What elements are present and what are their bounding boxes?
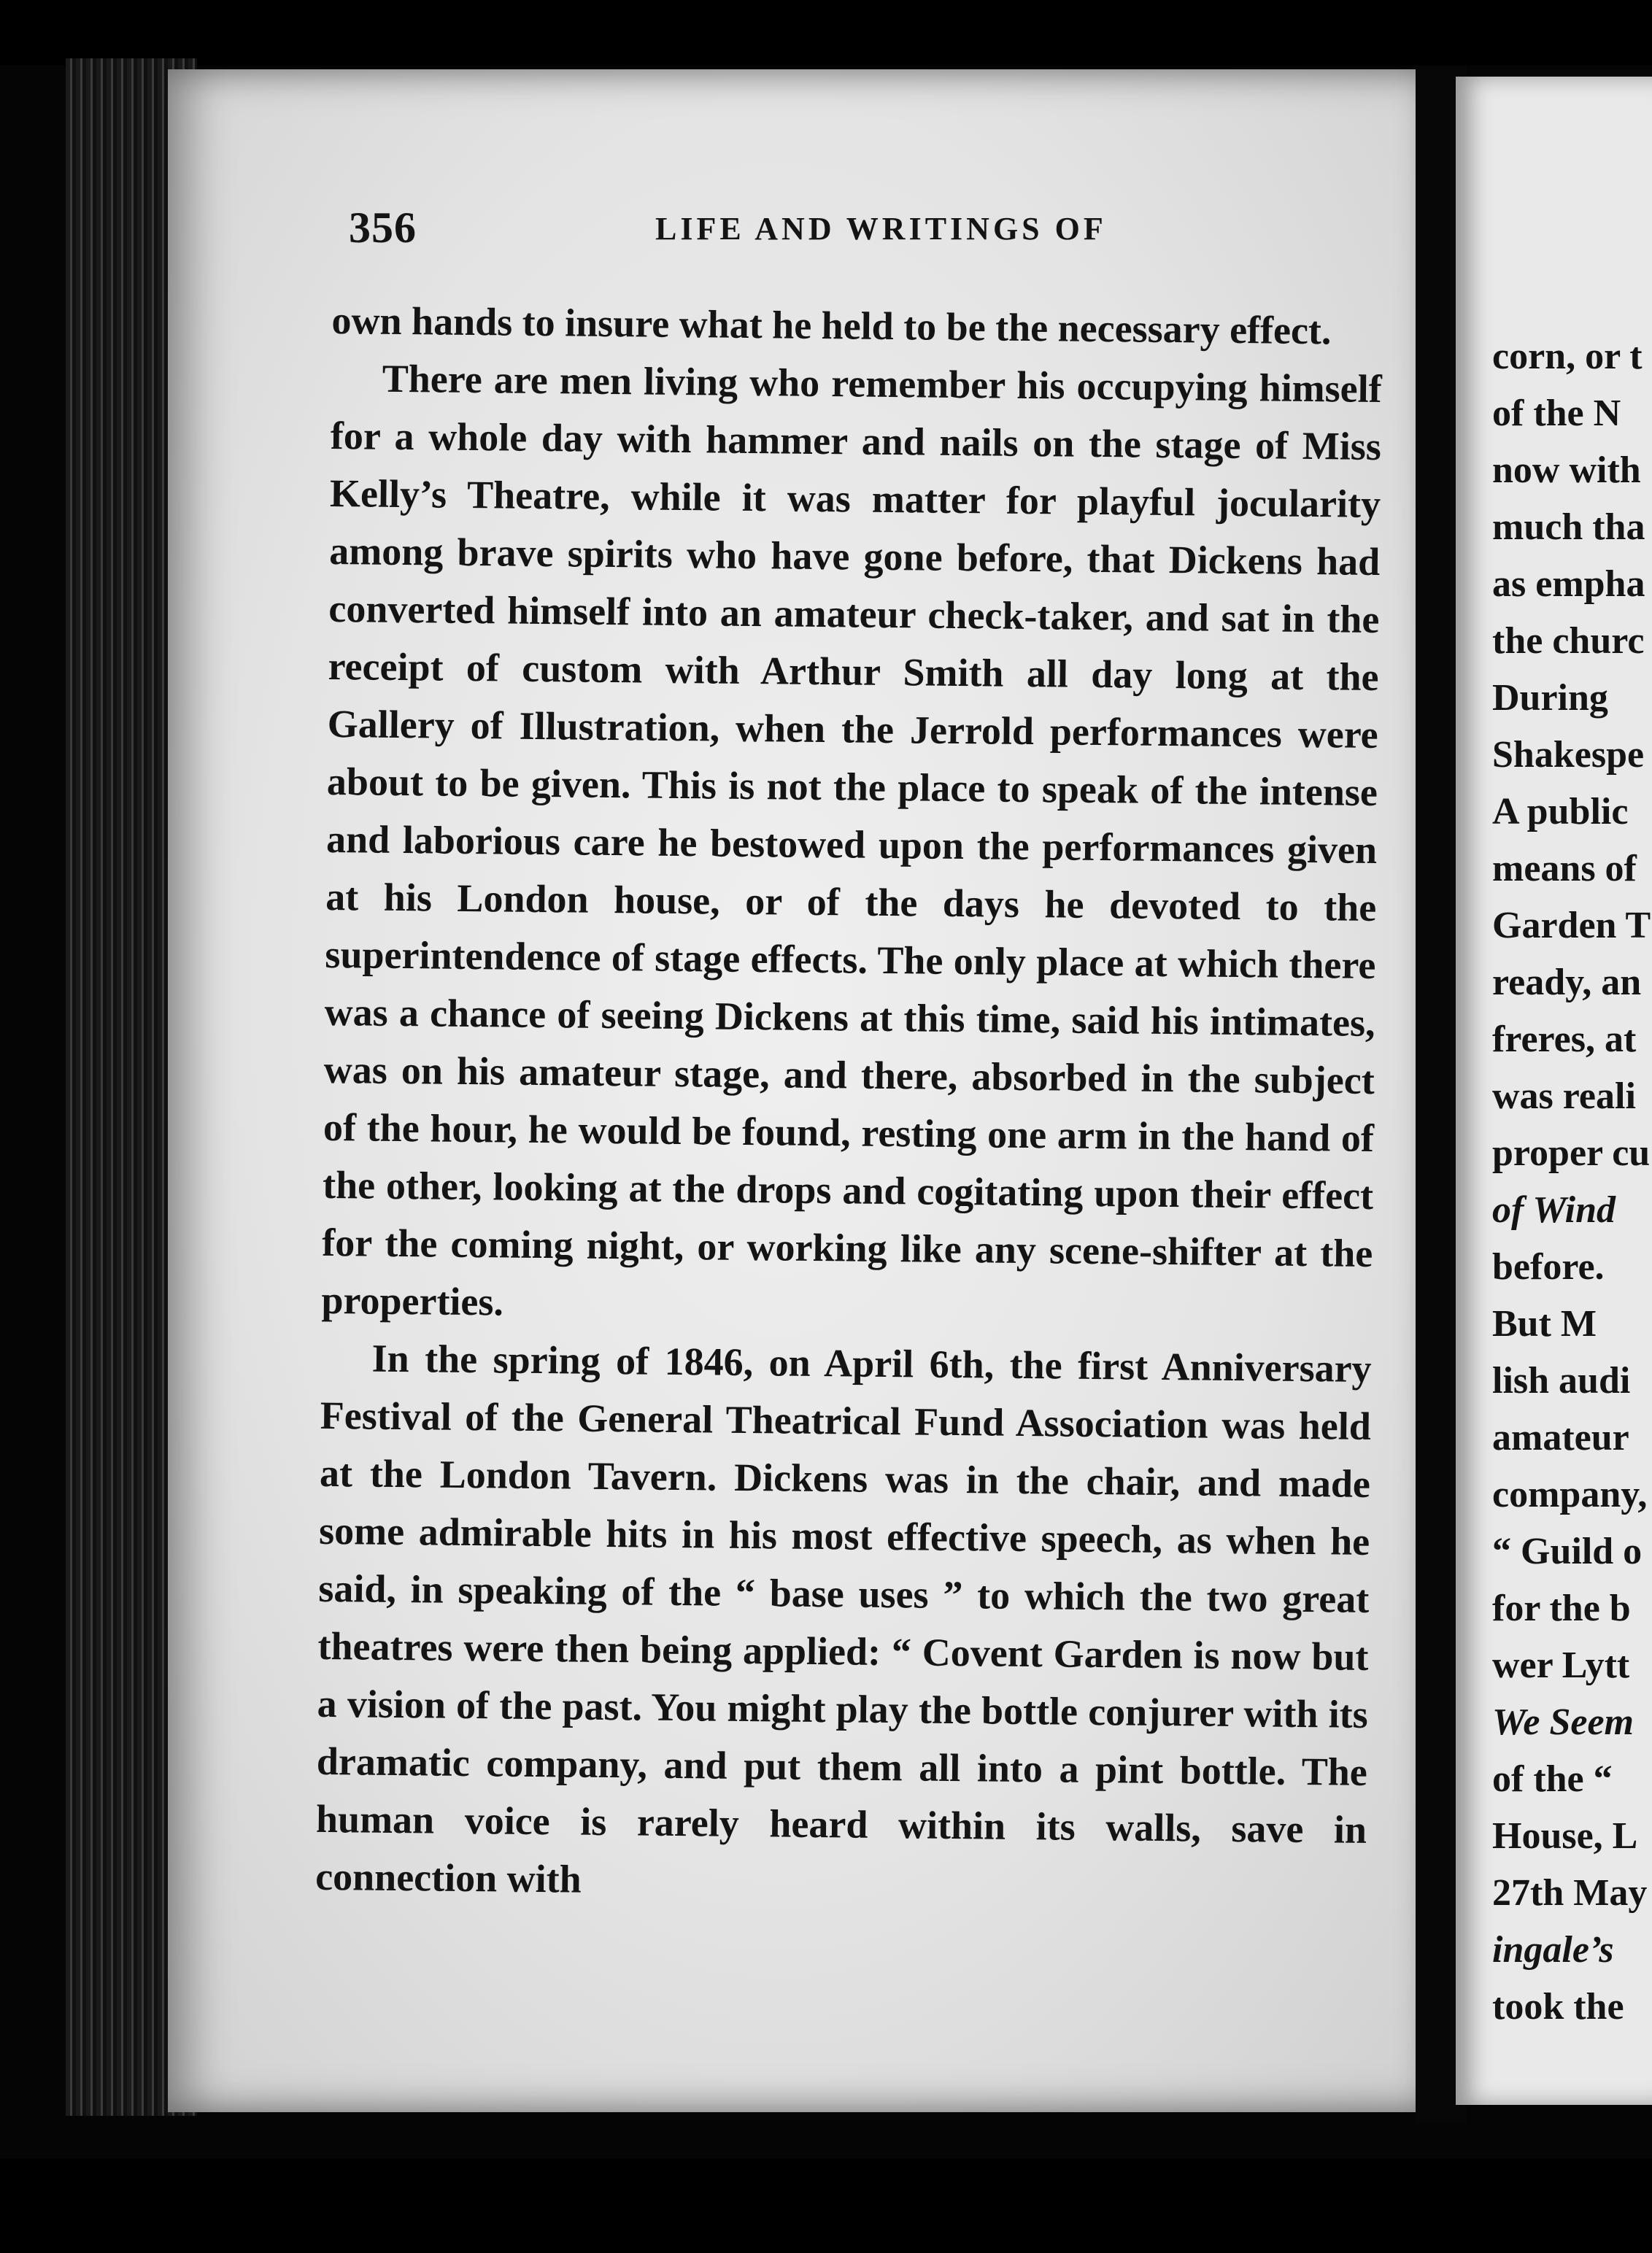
facing-page-line: “ Guild o (1492, 1531, 1643, 1572)
facing-page-line: freres, at (1492, 1019, 1637, 1060)
facing-page-line: corn, or t (1492, 336, 1643, 377)
facing-page-line: House, L (1492, 1815, 1638, 1857)
facing-page-line: of the “ (1492, 1758, 1613, 1800)
running-title: LIFE AND WRITINGS OF (655, 211, 1107, 247)
running-head (349, 203, 1385, 261)
facing-page-line: of the N (1492, 393, 1621, 434)
facing-page (1456, 77, 1652, 2105)
facing-page-line: took the (1492, 1986, 1624, 2028)
facing-page-line: proper cu (1492, 1132, 1651, 1174)
scan-top-border (0, 0, 1652, 66)
facing-page-line: But M (1492, 1303, 1597, 1345)
facing-page-line: ingale’s (1492, 1929, 1614, 1971)
facing-page-line: A public (1492, 791, 1629, 832)
paragraph-stage-work: There are men living who remember his occupying himself for a whole day with hammer and nails on the stage of Miss Kelly’s Theatre, while it was matter for playful jocularity among brave spirits who have gone before, that Dickens had converted himself into an amateur check-taker, and sat in the receipt of custom with Arthur Smith all day long at the Gallery of Illustration, when the Jerrold performances were about to be given. This is not the place to speak of the intense and laborious care he bestowed upon the performances given at his London house, or of the days he devoted to the superintendence of stage effects. The only place at which there was a chance of seeing Dickens at this time, said his intimates, was on his amateur stage, and there, absorbed in the subject of the hour, he would be found, resting one arm in the hand of the other, looking at the drops and cogitating upon their effect for the coming night, or working like any scene-shifter at the properties. (321, 356, 1382, 1324)
facing-page-line: During (1492, 677, 1608, 719)
facing-page-line: the churc (1492, 620, 1645, 662)
facing-page-line: as empha (1492, 563, 1645, 605)
facing-page-line: 27th May (1492, 1872, 1648, 1914)
facing-page-line: amateur (1492, 1417, 1629, 1458)
paragraph-continuation: own hands to insure what he held to be the necessary effect. (331, 298, 1332, 353)
facing-page-line: means of (1492, 848, 1637, 889)
facing-page-line: Garden T (1492, 905, 1651, 946)
facing-page-line: company, (1492, 1474, 1648, 1515)
facing-page-line: before. (1492, 1246, 1605, 1288)
facing-page-line: was reali (1492, 1075, 1636, 1117)
facing-page-text (1492, 328, 1652, 2036)
facing-page-line: much tha (1492, 506, 1645, 548)
scan-bottom-border (0, 2158, 1652, 2253)
facing-page-line: Shakespe (1492, 734, 1645, 776)
page-number: 356 (349, 204, 417, 252)
paragraph-theatrical-fund: In the spring of 1846, on April 6th, the first Anniversary Festival of the General Theatrical Fund Association was held at the London Tavern. Dickens was in the chair, and made some admirable hits in his most effective speech, as when he said, in speaking of the “ base uses ” to which the two great theatres were then being applied: “ Covent Garden is now but a vision of the past. You might play the bottle conjurer with its dramatic company, and put them all into a pint bottle. The human voice is rarely heard within its walls, save in connection with (314, 1336, 1372, 1901)
facing-page-line: of Wind (1492, 1189, 1616, 1231)
facing-page-line: now with (1492, 449, 1641, 491)
body-text (315, 292, 1383, 1917)
facing-page-line: wer Lytt (1492, 1645, 1630, 1686)
facing-page-line: lish audi (1492, 1360, 1631, 1402)
facing-page-line: ready, an (1492, 962, 1642, 1003)
facing-page-line: We Seem (1492, 1701, 1634, 1743)
facing-page-line: for the b (1492, 1588, 1631, 1629)
